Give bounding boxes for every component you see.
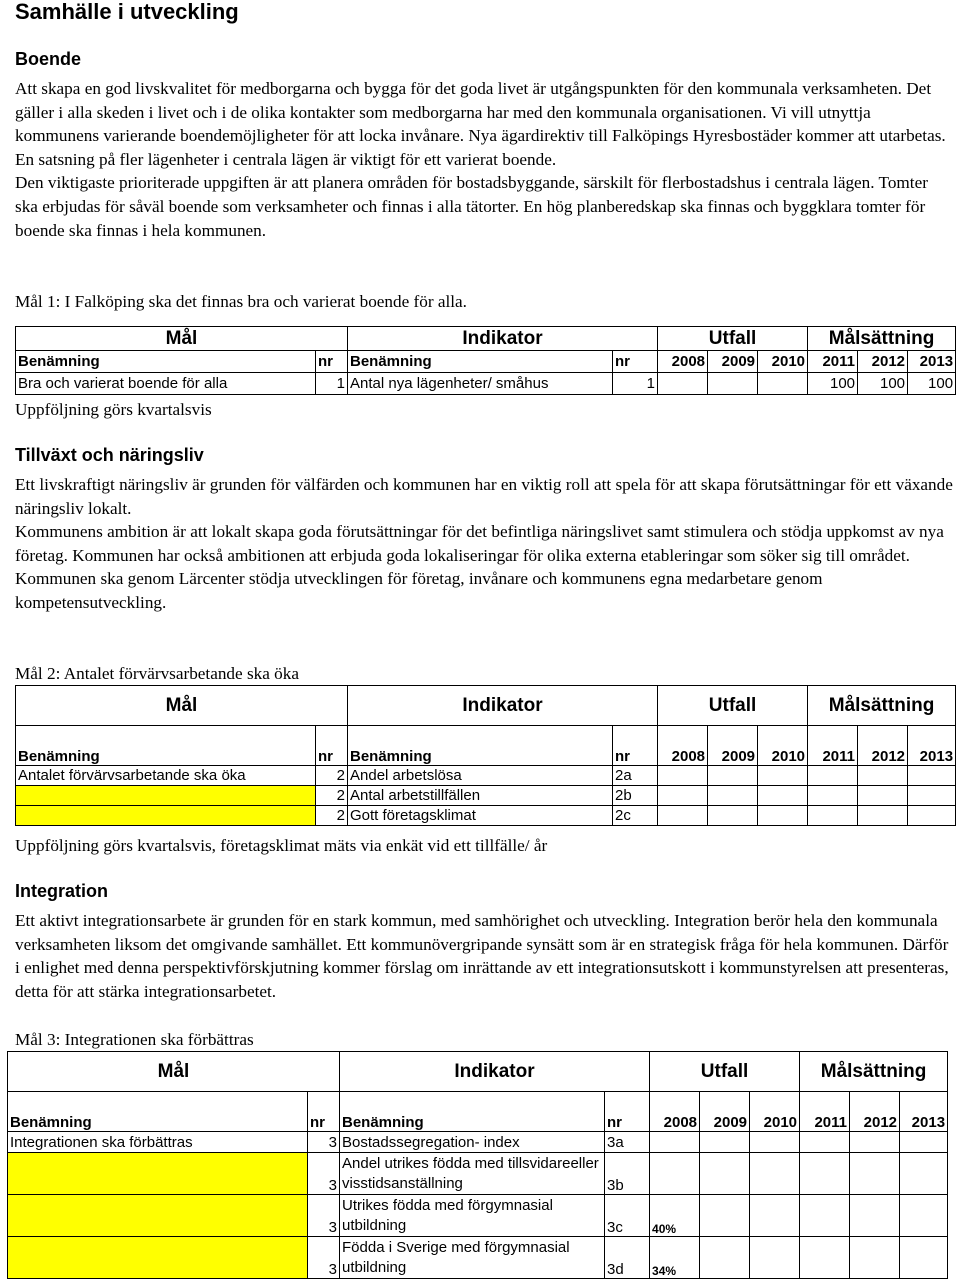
header-year: 2011 bbox=[808, 351, 858, 373]
value-2008: 34% bbox=[650, 1237, 700, 1279]
indicator-nr: 3b bbox=[605, 1153, 650, 1195]
goal-1-table bbox=[15, 326, 956, 395]
header-year: 2009 bbox=[700, 1092, 750, 1132]
goal-3-text: Mål 3: Integrationen ska förbättras bbox=[15, 1030, 254, 1049]
indicator-name: Antal arbetstillfällen bbox=[348, 786, 613, 806]
header-benamning: Benämning bbox=[348, 351, 613, 373]
boende-paragraph-2: Den viktigaste prioriterade uppgiften är att planera områden för bostadsbyggande, särskilt för flerbostadshus i centrala lägen. Tomter ska erbjudas för såväl boende som verksamheter och finnas i alla tätorter. En hög planberedskap ska finnas och byggklara tomter för boende ska finnas i hela kommunen. bbox=[15, 173, 928, 240]
value-2012: 100 bbox=[858, 373, 908, 395]
boende-paragraph-1: Att skapa en god livskvalitet för medborgarna och bygga för det goda livet är utgångspunkten för den kommunala verksamheten. Det gäller i alla skeden i livet och i de olika kontakter som medborgarna har med den kommunala organisationen. Vi vill utnyttja kommunens varierande boendemöjligheter för att locka invånare. Nya ägardirektiv till Falköpings Hyresbostäder kommer att utarbetas. En satsning på fler lägenheter i centrala lägen är viktigt för ett varierat boende. bbox=[15, 79, 946, 169]
header-malsattning: Målsättning bbox=[800, 1052, 948, 1092]
goal-nr: 1 bbox=[316, 373, 348, 395]
header-utfall: Utfall bbox=[658, 327, 808, 351]
header-benamning: Benämning bbox=[16, 351, 316, 373]
naringsliv-paragraph-2: Kommunens ambition är att lokalt skapa goda förutsättningar för det befintliga näringslivet samt stimulera och stödja uppkomst av nya företag. Kommunen har också ambitionen att erbjuda goda lokaliseringar för olika externa etableringar som söker sig till området. bbox=[15, 522, 944, 565]
header-year: 2011 bbox=[808, 726, 858, 766]
table-row bbox=[8, 1132, 948, 1153]
indicator-name: Andel utrikes födda med tillsvidareeller visstidsanställning bbox=[340, 1153, 605, 1195]
table-row bbox=[16, 806, 956, 826]
header-nr: nr bbox=[613, 351, 658, 373]
header-mal: Mål bbox=[16, 686, 348, 726]
table-row bbox=[16, 766, 956, 786]
header-benamning: Benämning bbox=[348, 726, 613, 766]
goal-1-followup: Uppföljning görs kvartalsvis bbox=[15, 400, 212, 419]
page-title: Samhälle i utveckling bbox=[15, 0, 239, 24]
header-malsattning: Målsättning bbox=[808, 686, 956, 726]
indicator-nr: 3c bbox=[605, 1195, 650, 1237]
section-heading-boende: Boende bbox=[15, 49, 82, 69]
header-indikator: Indikator bbox=[348, 686, 658, 726]
value-2010 bbox=[758, 373, 808, 395]
header-year: 2010 bbox=[758, 726, 808, 766]
indicator-name: Födda i Sverige med förgymnasial utbildning bbox=[340, 1237, 605, 1279]
header-benamning: Benämning bbox=[340, 1092, 605, 1132]
naringsliv-text bbox=[15, 473, 955, 615]
header-year: 2009 bbox=[708, 726, 758, 766]
table-row bbox=[8, 1153, 948, 1195]
value-2013: 100 bbox=[908, 373, 956, 395]
goal-nr: 2 bbox=[316, 786, 348, 806]
header-utfall: Utfall bbox=[658, 686, 808, 726]
boende-text bbox=[15, 77, 955, 242]
header-year: 2011 bbox=[800, 1092, 850, 1132]
indicator-nr: 3a bbox=[605, 1132, 650, 1153]
goal-name: Antalet förvärvsarbetande ska öka bbox=[16, 766, 316, 786]
goal-name: Bra och varierat boende för alla bbox=[16, 373, 316, 395]
naringsliv-paragraph-1: Ett livskraftigt näringsliv är grunden för välfärden och kommunen har en viktig roll att spela för att skapa förutsättningar för ett växande näringsliv lokalt. bbox=[15, 475, 953, 518]
header-year: 2009 bbox=[708, 351, 758, 373]
header-year: 2013 bbox=[908, 726, 956, 766]
table-row bbox=[8, 1237, 948, 1279]
header-year: 2008 bbox=[658, 726, 708, 766]
header-nr: nr bbox=[316, 351, 348, 373]
goal-2-followup: Uppföljning görs kvartalsvis, företagsklimat mäts via enkät vid ett tillfälle/ år bbox=[15, 836, 548, 855]
indicator-name: Bostadssegregation- index bbox=[340, 1132, 605, 1153]
indicator-nr: 3d bbox=[605, 1237, 650, 1279]
header-mal: Mål bbox=[8, 1052, 340, 1092]
header-benamning: Benämning bbox=[8, 1092, 308, 1132]
section-heading-integration: Integration bbox=[15, 881, 108, 901]
indicator-nr: 1 bbox=[613, 373, 658, 395]
indicator-nr: 2b bbox=[613, 786, 658, 806]
header-nr: nr bbox=[613, 726, 658, 766]
header-year: 2010 bbox=[750, 1092, 800, 1132]
indicator-name: Andel arbetslösa bbox=[348, 766, 613, 786]
value-2008 bbox=[650, 1153, 700, 1195]
goal-nr: 3 bbox=[308, 1195, 340, 1237]
table-row bbox=[16, 786, 956, 806]
indicator-name: Antal nya lägenheter/ småhus bbox=[348, 373, 613, 395]
header-year: 2008 bbox=[658, 351, 708, 373]
value-2008 bbox=[650, 1132, 700, 1153]
naringsliv-paragraph-3: Kommunen ska genom Lärcenter stödja utvecklingen för företag, invånare och kommunens egna medarbetare genom kompetensutveckling. bbox=[15, 569, 823, 612]
header-utfall: Utfall bbox=[650, 1052, 800, 1092]
header-year: 2010 bbox=[758, 351, 808, 373]
header-nr: nr bbox=[308, 1092, 340, 1132]
integration-text bbox=[15, 909, 955, 1003]
indicator-nr: 2c bbox=[613, 806, 658, 826]
header-year: 2013 bbox=[900, 1092, 948, 1132]
header-nr: nr bbox=[605, 1092, 650, 1132]
header-year: 2012 bbox=[850, 1092, 900, 1132]
highlighted-cell bbox=[16, 806, 316, 826]
value-2008: 40% bbox=[650, 1195, 700, 1237]
goal-2-table bbox=[15, 685, 956, 826]
goal-2-text: Mål 2: Antalet förvärvsarbetande ska öka bbox=[15, 664, 299, 683]
header-benamning: Benämning bbox=[16, 726, 316, 766]
goal-nr: 2 bbox=[316, 806, 348, 826]
indicator-nr: 2a bbox=[613, 766, 658, 786]
header-indikator: Indikator bbox=[340, 1052, 650, 1092]
goal-name: Integrationen ska förbättras bbox=[8, 1132, 308, 1153]
goal-nr: 2 bbox=[316, 766, 348, 786]
header-malsattning: Målsättning bbox=[808, 327, 956, 351]
table-row bbox=[8, 1195, 948, 1237]
header-year: 2008 bbox=[650, 1092, 700, 1132]
goal-3-table bbox=[7, 1051, 948, 1279]
header-year: 2012 bbox=[858, 351, 908, 373]
indicator-name: Gott företagsklimat bbox=[348, 806, 613, 826]
indicator-name: Utrikes födda med förgymnasial utbildning bbox=[340, 1195, 605, 1237]
goal-nr: 3 bbox=[308, 1132, 340, 1153]
section-heading-naringsliv: Tillväxt och näringsliv bbox=[15, 445, 204, 465]
goal-1-text: Mål 1: I Falköping ska det finnas bra och varierat boende för alla. bbox=[15, 292, 467, 311]
header-nr: nr bbox=[316, 726, 348, 766]
highlighted-cell bbox=[8, 1195, 308, 1237]
goal-nr: 3 bbox=[308, 1153, 340, 1195]
value-2008 bbox=[658, 373, 708, 395]
value-2011: 100 bbox=[808, 373, 858, 395]
goal-nr: 3 bbox=[308, 1237, 340, 1279]
header-indikator: Indikator bbox=[348, 327, 658, 351]
highlighted-cell bbox=[16, 786, 316, 806]
highlighted-cell bbox=[8, 1153, 308, 1195]
table-row bbox=[16, 373, 956, 395]
header-mal: Mål bbox=[16, 327, 348, 351]
header-year: 2013 bbox=[908, 351, 956, 373]
value-2009 bbox=[708, 373, 758, 395]
header-year: 2012 bbox=[858, 726, 908, 766]
highlighted-cell bbox=[8, 1237, 308, 1279]
integration-paragraph-1: Ett aktivt integrationsarbete är grunden för en stark kommun, med samhörighet och utveckling. Integration berör hela den kommunala verksamheten liksom det omgivande samhället. Ett kommunövergripande synsätt som är en strategisk fråga för hela kommunen. Därför i enlighet med denna perspektivförskjutning kommer förslag om inrättande av ett integrationsutskott i kommunstyrelsen att presenteras, detta för att stärka integrationsarbetet. bbox=[15, 911, 949, 1001]
